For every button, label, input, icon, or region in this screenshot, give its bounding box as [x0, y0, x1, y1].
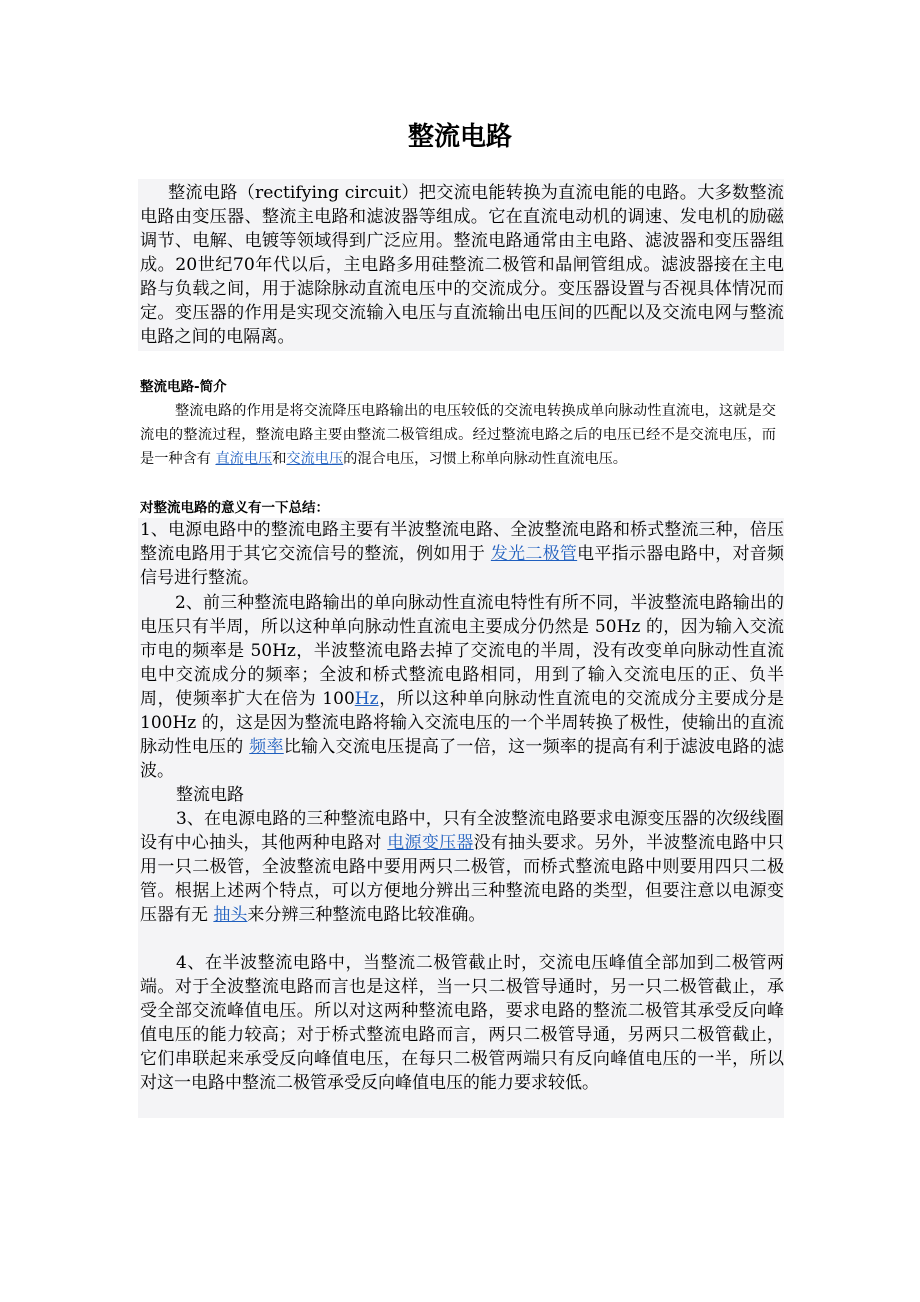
text-span: ，所以这种单向脉动性直流电的交流成分主要成分是 100Hz 的，这是因为整流电路将输入交流电压的一个半周转换了极性，使输出的直流脉动性电压的	[140, 689, 784, 757]
summary-point-1	[140, 518, 784, 590]
text-span: 2、前三种整流电路输出的单向脉动性直流电特性有所不同，半波整流电路输出的电压只有半周，所以这种单向脉动性直流电主要成分仍然是 50Hz 的，因为输入交流市电的频率是 50Hz，半波整流电路去掉了交流电的半周，没有改变单向脉动性直流电中交流成分的频率；全波和桥式整流电路相同，用到了输入交流电压的正、负半周，使频率扩大在倍为 100	[140, 593, 784, 709]
link-led[interactable]: 发光二极管	[490, 544, 578, 564]
intro-paragraph: 整流电路（rectifying circuit）把交流电能转换为直流电能的电路。大多数整流电路由变压器、整流主电路和滤波器等组成。它在直流电动机的调速、发电机的励磁调节、电解、电镀等领域得到广泛应用。整流电路通常由主电路、滤波器和变压器组成。20世纪70年代以后，主电路多用硅整流二极管和晶闸管组成。滤波器接在主电路与负载之间，用于滤除脉动直流电压中的交流成分。变压器设置与否视具体情况而定。变压器的作用是实现交流输入电压与直流输出电压间的匹配以及交流电网与整流电路之间的电隔离。	[140, 183, 784, 347]
link-frequency[interactable]: 频率	[249, 737, 284, 757]
section-heading-intro: 整流电路-简介	[140, 379, 227, 395]
page-title: 整流电路	[407, 122, 512, 152]
summary-point-2	[140, 591, 784, 783]
text-span: 的混合电压，习惯上称单向脉动性直流电压。	[343, 451, 627, 467]
text-span: 没有抽头要求。另外，半波整流电路中只用一只二极管，全波整流电路中要用两只二极管，而桥式整流电路中则要用四只二极管。根据上述两个特点，可以方便地分辨出三种整流电路的类型，但要注意以电源变压器有无	[140, 833, 785, 925]
section-intro-paragraph	[140, 399, 776, 471]
summary-point-3	[140, 807, 784, 927]
summary-point-4: 4、在半波整流电路中，当整流二极管截止时，交流电压峰值全部加到二极管两端。对于全波整流电路而言也是这样，当一只二极管导通时，另一只二极管截止，承受全部交流峰值电压。所以对这两种整流电路，要求电路的整流二极管其承受反向峰值电压的能力较高；对于桥式整流电路而言，两只二极管导通，另两只二极管截止，它们串联起来承受反向峰值电压，在每只二极管两端只有反向峰值电压的一半，所以对这一电路中整流二极管承受反向峰值电压的能力要求较低。	[140, 953, 784, 1093]
text-span: 来分辨三种整流电路比较准确。	[247, 905, 486, 925]
text-span: 3、在电源电路的三种整流电路中，只有全波整流电路要求电源变压器的次级线圈设有中心抽头，其他两种电路对	[140, 809, 784, 853]
image-caption: 整流电路	[176, 785, 244, 805]
section-heading-summary: 对整流电路的意义有一下总结：	[140, 500, 329, 516]
text-span: 电平指示器电路中，对音频信号进行整流。	[140, 544, 785, 588]
text-span: 和	[272, 451, 287, 467]
link-tap[interactable]: 抽头	[213, 905, 248, 925]
link-power-transformer[interactable]: 电源变压器	[387, 833, 474, 853]
link-hz[interactable]: Hz	[354, 689, 379, 709]
text-span: 1、电源电路中的整流电路主要有半波整流电路、全波整流电路和桥式整流三种，倍压整流电路用于其它交流信号的整流，例如用于	[140, 520, 784, 564]
link-ac-voltage[interactable]: 交流电压	[286, 451, 344, 467]
text-span: 整流电路的作用是将交流降压电路输出的电压较低的交流电转换成单向脉动性直流电，这就是交流电的整流过程，整流电路主要由整流二极管组成。经过整流电路之后的电压已经不是交流电压，而是一种含有	[140, 403, 776, 467]
link-dc-voltage[interactable]: 直流电压	[215, 451, 273, 467]
text-span: 比输入交流电压提高了一倍，这一频率的提高有利于滤波电路的滤波。	[140, 737, 785, 781]
